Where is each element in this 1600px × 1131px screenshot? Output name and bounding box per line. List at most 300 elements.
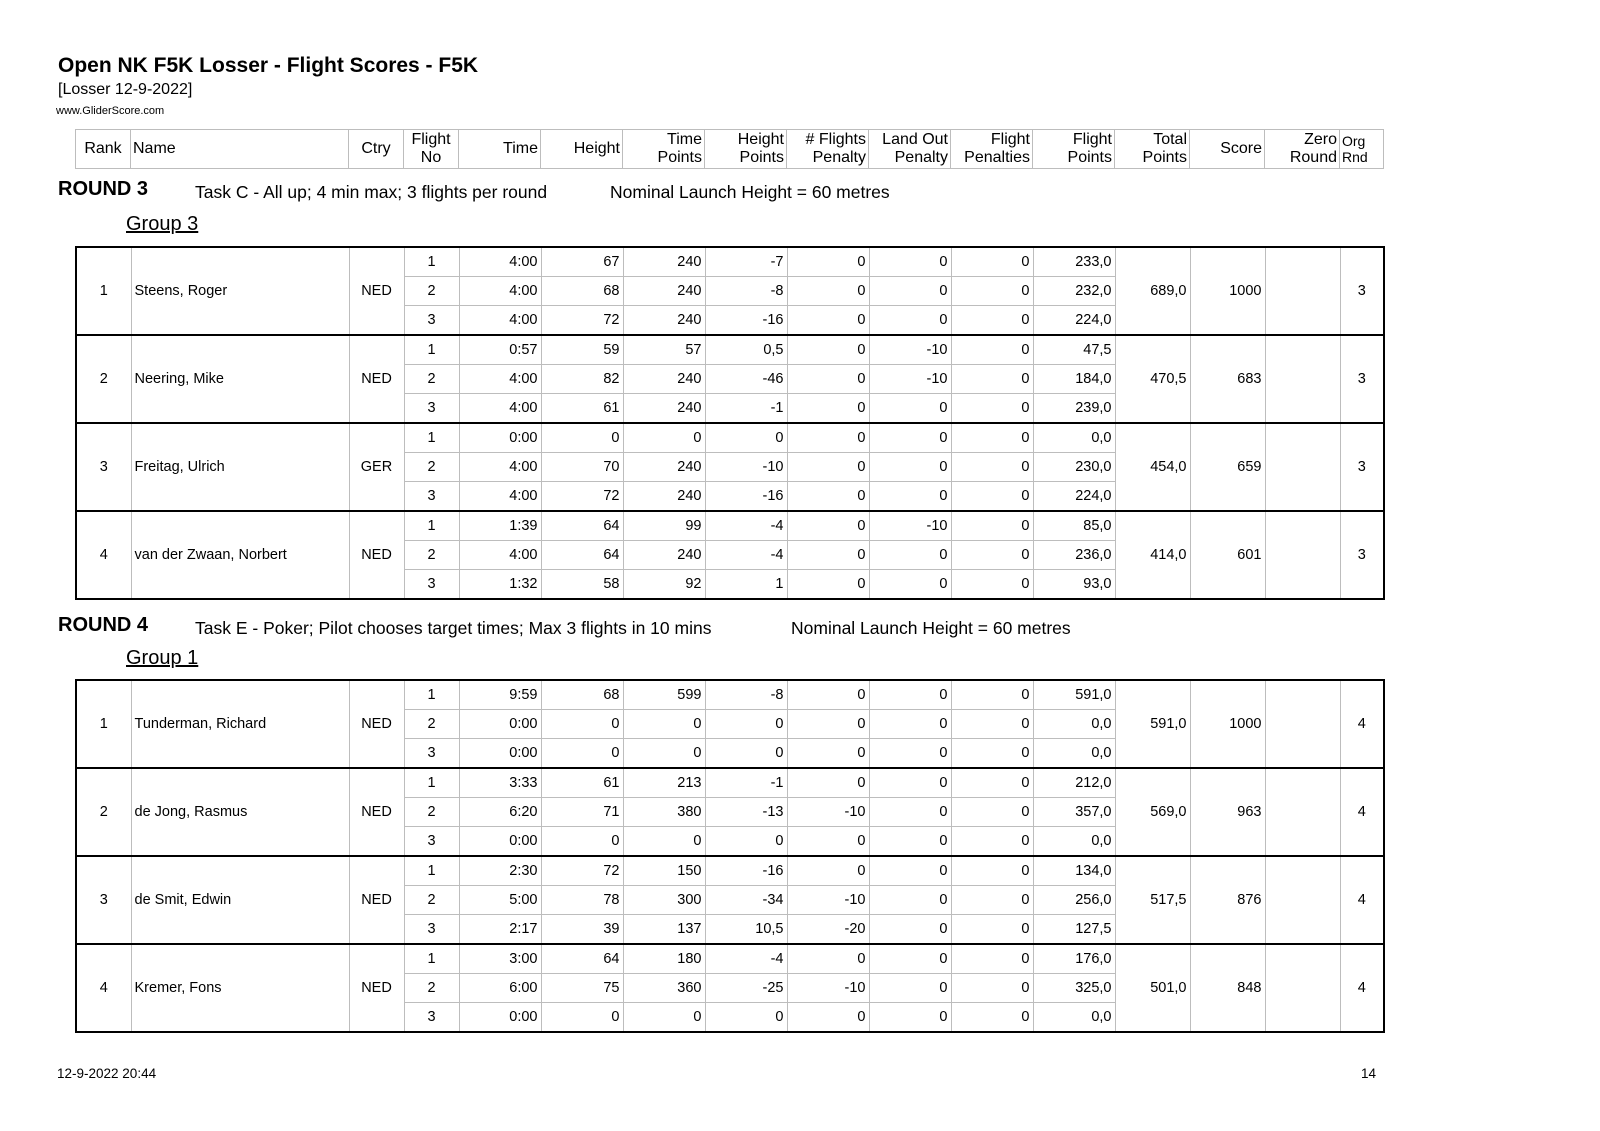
flight-height: 68 bbox=[541, 277, 623, 306]
total-points: 470,5 bbox=[1115, 335, 1190, 423]
land-out-penalty: 0 bbox=[869, 453, 951, 482]
flight-number: 3 bbox=[404, 306, 459, 336]
time-points: 213 bbox=[623, 768, 705, 798]
land-out-penalty: 0 bbox=[869, 570, 951, 600]
flight-number: 1 bbox=[404, 680, 459, 710]
round-task: Task C - All up; 4 min max; 3 flights per round bbox=[195, 182, 548, 202]
flight-height: 0 bbox=[541, 827, 623, 857]
header-score: Score bbox=[1190, 130, 1265, 169]
score: 601 bbox=[1190, 511, 1265, 599]
total-points: 689,0 bbox=[1115, 247, 1190, 335]
pilot-name: Neering, Mike bbox=[131, 335, 349, 423]
flight-penalties: 0 bbox=[951, 277, 1033, 306]
height-points: -25 bbox=[705, 974, 787, 1003]
column-header-table bbox=[75, 129, 1384, 169]
flight-number: 2 bbox=[404, 365, 459, 394]
flight-points: 325,0 bbox=[1033, 974, 1115, 1003]
flight-time: 1:39 bbox=[459, 511, 541, 541]
flight-time: 4:00 bbox=[459, 482, 541, 512]
header-rank: Rank bbox=[76, 130, 131, 169]
total-points: 501,0 bbox=[1115, 944, 1190, 1032]
flight-time: 5:00 bbox=[459, 886, 541, 915]
land-out-penalty: 0 bbox=[869, 541, 951, 570]
flight-penalties: 0 bbox=[951, 335, 1033, 365]
header-flights-penalty-line2: Penalty bbox=[812, 149, 866, 166]
flight-height: 59 bbox=[541, 335, 623, 365]
flights-penalty: -10 bbox=[787, 886, 869, 915]
flight-number: 2 bbox=[404, 974, 459, 1003]
org-round: 4 bbox=[1340, 856, 1384, 944]
total-points: 569,0 bbox=[1115, 768, 1190, 856]
time-points: 99 bbox=[623, 511, 705, 541]
flight-number: 2 bbox=[404, 710, 459, 739]
flight-time: 6:00 bbox=[459, 974, 541, 1003]
flight-height: 64 bbox=[541, 541, 623, 570]
flights-penalty: 0 bbox=[787, 511, 869, 541]
header-height-points-line2: Points bbox=[739, 149, 784, 166]
flight-points: 232,0 bbox=[1033, 277, 1115, 306]
height-points: -8 bbox=[705, 277, 787, 306]
flight-penalties: 0 bbox=[951, 541, 1033, 570]
height-points: -4 bbox=[705, 541, 787, 570]
zero-round bbox=[1265, 423, 1340, 511]
time-points: 180 bbox=[623, 944, 705, 974]
flight-time: 4:00 bbox=[459, 541, 541, 570]
flight-points: 47,5 bbox=[1033, 335, 1115, 365]
flight-points: 591,0 bbox=[1033, 680, 1115, 710]
flight-height: 64 bbox=[541, 944, 623, 974]
flight-points: 212,0 bbox=[1033, 768, 1115, 798]
header-land-out-line1: Land Out bbox=[882, 131, 948, 148]
flight-time: 2:17 bbox=[459, 915, 541, 945]
pilot-name: van der Zwaan, Norbert bbox=[131, 511, 349, 599]
table-row bbox=[76, 680, 1384, 710]
height-points: -1 bbox=[705, 768, 787, 798]
height-points: 0 bbox=[705, 1003, 787, 1033]
flight-number: 1 bbox=[404, 944, 459, 974]
flight-points: 224,0 bbox=[1033, 306, 1115, 336]
group-title: Group 3 bbox=[126, 213, 199, 235]
header-flight-points-line1: Flight bbox=[1072, 131, 1112, 148]
time-points: 0 bbox=[623, 423, 705, 453]
flight-points: 93,0 bbox=[1033, 570, 1115, 600]
flight-penalties: 0 bbox=[951, 739, 1033, 769]
land-out-penalty: 0 bbox=[869, 915, 951, 945]
footer-datetime: 12-9-2022 20:44 bbox=[57, 1066, 157, 1081]
time-points: 0 bbox=[623, 739, 705, 769]
header-flight-penalties bbox=[951, 130, 1033, 169]
flights-penalty: 0 bbox=[787, 739, 869, 769]
height-points: 0 bbox=[705, 827, 787, 857]
zero-round bbox=[1265, 768, 1340, 856]
flight-height: 70 bbox=[541, 453, 623, 482]
flights-penalty: 0 bbox=[787, 827, 869, 857]
header-flight-penalties-line1: Flight bbox=[990, 131, 1030, 148]
pilot-country: NED bbox=[349, 511, 404, 599]
land-out-penalty: 0 bbox=[869, 247, 951, 277]
zero-round bbox=[1265, 944, 1340, 1032]
height-points: -46 bbox=[705, 365, 787, 394]
flight-time: 0:00 bbox=[459, 423, 541, 453]
flight-number: 3 bbox=[404, 739, 459, 769]
zero-round bbox=[1265, 680, 1340, 768]
pilot-name: Freitag, Ulrich bbox=[131, 423, 349, 511]
score: 848 bbox=[1190, 944, 1265, 1032]
flight-time: 6:20 bbox=[459, 798, 541, 827]
pilot-rank: 1 bbox=[76, 680, 131, 768]
time-points: 240 bbox=[623, 453, 705, 482]
pilot-country: NED bbox=[349, 247, 404, 335]
pilot-country: NED bbox=[349, 768, 404, 856]
pilot-rank: 3 bbox=[76, 423, 131, 511]
header-flights-penalty-line1: # Flights bbox=[805, 131, 866, 148]
header-zero-round-line2: Round bbox=[1289, 149, 1337, 166]
flight-penalties: 0 bbox=[951, 915, 1033, 945]
flight-number: 3 bbox=[404, 1003, 459, 1033]
time-points: 240 bbox=[623, 541, 705, 570]
header-flight-penalties-line2: Penalties bbox=[964, 149, 1030, 166]
flight-height: 0 bbox=[541, 423, 623, 453]
height-points: -10 bbox=[705, 453, 787, 482]
land-out-penalty: 0 bbox=[869, 680, 951, 710]
flights-penalty: 0 bbox=[787, 710, 869, 739]
land-out-penalty: -10 bbox=[869, 365, 951, 394]
flight-points: 224,0 bbox=[1033, 482, 1115, 512]
time-points: 0 bbox=[623, 1003, 705, 1033]
flight-penalties: 0 bbox=[951, 247, 1033, 277]
table-row bbox=[76, 247, 1384, 277]
group-title: Group 1 bbox=[126, 647, 199, 669]
land-out-penalty: 0 bbox=[869, 482, 951, 512]
pilot-country: NED bbox=[349, 856, 404, 944]
height-points: -34 bbox=[705, 886, 787, 915]
flight-height: 0 bbox=[541, 710, 623, 739]
round-label: ROUND 4 bbox=[58, 614, 149, 636]
flight-time: 4:00 bbox=[459, 247, 541, 277]
table-row bbox=[76, 944, 1384, 974]
flight-penalties: 0 bbox=[951, 974, 1033, 1003]
flight-points: 357,0 bbox=[1033, 798, 1115, 827]
flights-penalty: 0 bbox=[787, 856, 869, 886]
flights-penalty: 0 bbox=[787, 570, 869, 600]
flight-number: 3 bbox=[404, 915, 459, 945]
score: 1000 bbox=[1190, 247, 1265, 335]
height-points: -8 bbox=[705, 680, 787, 710]
pilot-name: de Smit, Edwin bbox=[131, 856, 349, 944]
round-launch-height: Nominal Launch Height = 60 metres bbox=[791, 618, 1071, 638]
land-out-penalty: 0 bbox=[869, 768, 951, 798]
flight-height: 67 bbox=[541, 247, 623, 277]
height-points: -16 bbox=[705, 482, 787, 512]
table-row bbox=[76, 423, 1384, 453]
time-points: 240 bbox=[623, 365, 705, 394]
pilot-rank: 3 bbox=[76, 856, 131, 944]
header-land-out-penalty bbox=[869, 130, 951, 169]
header-zero-round-line1: Zero bbox=[1304, 131, 1337, 148]
flight-number: 1 bbox=[404, 511, 459, 541]
flight-time: 0:57 bbox=[459, 335, 541, 365]
flight-height: 0 bbox=[541, 739, 623, 769]
table-row bbox=[76, 511, 1384, 541]
flight-penalties: 0 bbox=[951, 453, 1033, 482]
header-name: Name bbox=[131, 130, 349, 169]
flight-time: 4:00 bbox=[459, 306, 541, 336]
flight-number: 2 bbox=[404, 541, 459, 570]
header-total-points bbox=[1115, 130, 1190, 169]
land-out-penalty: 0 bbox=[869, 856, 951, 886]
header-height-points-line1: Height bbox=[737, 131, 784, 148]
flight-penalties: 0 bbox=[951, 423, 1033, 453]
header-height-points bbox=[705, 130, 787, 169]
height-points: -16 bbox=[705, 306, 787, 336]
flight-number: 2 bbox=[404, 886, 459, 915]
land-out-penalty: 0 bbox=[869, 974, 951, 1003]
time-points: 300 bbox=[623, 886, 705, 915]
height-points: -4 bbox=[705, 511, 787, 541]
time-points: 57 bbox=[623, 335, 705, 365]
flights-penalty: 0 bbox=[787, 306, 869, 336]
flight-number: 2 bbox=[404, 277, 459, 306]
round-launch-height: Nominal Launch Height = 60 metres bbox=[610, 182, 890, 202]
flight-time: 0:00 bbox=[459, 1003, 541, 1033]
flight-number: 1 bbox=[404, 247, 459, 277]
flights-penalty: 0 bbox=[787, 423, 869, 453]
flight-height: 82 bbox=[541, 365, 623, 394]
flight-penalties: 0 bbox=[951, 482, 1033, 512]
total-points: 414,0 bbox=[1115, 511, 1190, 599]
flight-height: 39 bbox=[541, 915, 623, 945]
time-points: 599 bbox=[623, 680, 705, 710]
flights-penalty: 0 bbox=[787, 277, 869, 306]
header-flight-points bbox=[1033, 130, 1115, 169]
flight-points: 236,0 bbox=[1033, 541, 1115, 570]
flight-points: 230,0 bbox=[1033, 453, 1115, 482]
flight-points: 85,0 bbox=[1033, 511, 1115, 541]
org-round: 3 bbox=[1340, 335, 1384, 423]
flight-points: 184,0 bbox=[1033, 365, 1115, 394]
flight-points: 176,0 bbox=[1033, 944, 1115, 974]
org-round: 4 bbox=[1340, 944, 1384, 1032]
round-label: ROUND 3 bbox=[58, 178, 149, 200]
flights-penalty: 0 bbox=[787, 541, 869, 570]
round-4-results-table bbox=[75, 679, 1385, 1033]
flight-height: 72 bbox=[541, 856, 623, 886]
height-points: 0,5 bbox=[705, 335, 787, 365]
land-out-penalty: -10 bbox=[869, 335, 951, 365]
flights-penalty: 0 bbox=[787, 365, 869, 394]
flight-time: 4:00 bbox=[459, 365, 541, 394]
flight-penalties: 0 bbox=[951, 798, 1033, 827]
header-time-points-line2: Points bbox=[657, 149, 702, 166]
org-round: 3 bbox=[1340, 511, 1384, 599]
land-out-penalty: 0 bbox=[869, 423, 951, 453]
flight-height: 71 bbox=[541, 798, 623, 827]
page-subtitle: [Losser 12-9-2022] bbox=[58, 81, 193, 98]
header-time: Time bbox=[459, 130, 541, 169]
flight-time: 0:00 bbox=[459, 827, 541, 857]
flight-points: 0,0 bbox=[1033, 1003, 1115, 1033]
flight-height: 72 bbox=[541, 306, 623, 336]
page-title: Open NK F5K Losser - Flight Scores - F5K bbox=[58, 54, 479, 77]
header-org-rnd-line2: Rnd bbox=[1342, 149, 1368, 165]
header-flight-points-line2: Points bbox=[1067, 149, 1112, 166]
flight-points: 134,0 bbox=[1033, 856, 1115, 886]
pilot-country: NED bbox=[349, 944, 404, 1032]
pilot-name: Tunderman, Richard bbox=[131, 680, 349, 768]
height-points: 1 bbox=[705, 570, 787, 600]
flights-penalty: 0 bbox=[787, 680, 869, 710]
flights-penalty: 0 bbox=[787, 1003, 869, 1033]
pilot-country: NED bbox=[349, 335, 404, 423]
table-row bbox=[76, 856, 1384, 886]
flight-penalties: 0 bbox=[951, 856, 1033, 886]
flights-penalty: -10 bbox=[787, 798, 869, 827]
flights-penalty: 0 bbox=[787, 482, 869, 512]
flight-height: 61 bbox=[541, 394, 623, 424]
header-flight-no-line2: No bbox=[420, 149, 442, 166]
flights-penalty: 0 bbox=[787, 394, 869, 424]
flight-penalties: 0 bbox=[951, 511, 1033, 541]
header-time-points-line1: Time bbox=[667, 131, 702, 148]
land-out-penalty: 0 bbox=[869, 798, 951, 827]
time-points: 240 bbox=[623, 247, 705, 277]
pilot-name: Kremer, Fons bbox=[131, 944, 349, 1032]
land-out-penalty: 0 bbox=[869, 1003, 951, 1033]
height-points: 0 bbox=[705, 739, 787, 769]
header-land-out-line2: Penalty bbox=[894, 149, 948, 166]
height-points: -16 bbox=[705, 856, 787, 886]
flight-number: 1 bbox=[404, 423, 459, 453]
score: 1000 bbox=[1190, 680, 1265, 768]
round-task: Task E - Poker; Pilot chooses target times; Max 3 flights in 10 mins bbox=[195, 618, 712, 638]
table-row bbox=[76, 768, 1384, 798]
pilot-rank: 1 bbox=[76, 247, 131, 335]
flight-time: 4:00 bbox=[459, 453, 541, 482]
land-out-penalty: 0 bbox=[869, 710, 951, 739]
score: 876 bbox=[1190, 856, 1265, 944]
flight-number: 2 bbox=[404, 453, 459, 482]
table-row bbox=[76, 335, 1384, 365]
flight-time: 4:00 bbox=[459, 394, 541, 424]
flight-height: 78 bbox=[541, 886, 623, 915]
zero-round bbox=[1265, 247, 1340, 335]
land-out-penalty: 0 bbox=[869, 394, 951, 424]
flight-time: 0:00 bbox=[459, 739, 541, 769]
flight-height: 72 bbox=[541, 482, 623, 512]
page-number: 14 bbox=[1361, 1066, 1377, 1081]
flight-height: 68 bbox=[541, 680, 623, 710]
flight-time: 0:00 bbox=[459, 710, 541, 739]
total-points: 591,0 bbox=[1115, 680, 1190, 768]
flight-penalties: 0 bbox=[951, 570, 1033, 600]
time-points: 137 bbox=[623, 915, 705, 945]
zero-round bbox=[1265, 511, 1340, 599]
flight-number: 3 bbox=[404, 394, 459, 424]
flight-penalties: 0 bbox=[951, 306, 1033, 336]
header-org-rnd-line1: Org bbox=[1342, 133, 1366, 149]
flight-height: 64 bbox=[541, 511, 623, 541]
pilot-rank: 4 bbox=[76, 511, 131, 599]
time-points: 240 bbox=[623, 277, 705, 306]
land-out-penalty: -10 bbox=[869, 511, 951, 541]
total-points: 517,5 bbox=[1115, 856, 1190, 944]
land-out-penalty: 0 bbox=[869, 886, 951, 915]
zero-round bbox=[1265, 335, 1340, 423]
flight-time: 2:30 bbox=[459, 856, 541, 886]
pilot-name: Steens, Roger bbox=[131, 247, 349, 335]
flights-penalty: 0 bbox=[787, 768, 869, 798]
header-time-points bbox=[623, 130, 705, 169]
header-height: Height bbox=[541, 130, 623, 169]
flights-penalty: -10 bbox=[787, 974, 869, 1003]
height-points: 10,5 bbox=[705, 915, 787, 945]
flights-penalty: 0 bbox=[787, 944, 869, 974]
land-out-penalty: 0 bbox=[869, 277, 951, 306]
flight-points: 0,0 bbox=[1033, 827, 1115, 857]
org-round: 3 bbox=[1340, 423, 1384, 511]
flights-penalty: 0 bbox=[787, 247, 869, 277]
flight-time: 3:00 bbox=[459, 944, 541, 974]
flight-points: 239,0 bbox=[1033, 394, 1115, 424]
round-3-results-table bbox=[75, 246, 1385, 600]
flight-height: 75 bbox=[541, 974, 623, 1003]
flight-points: 0,0 bbox=[1033, 423, 1115, 453]
time-points: 92 bbox=[623, 570, 705, 600]
time-points: 240 bbox=[623, 306, 705, 336]
land-out-penalty: 0 bbox=[869, 306, 951, 336]
website-link[interactable]: www.GliderScore.com bbox=[56, 105, 165, 117]
pilot-country: NED bbox=[349, 680, 404, 768]
score: 683 bbox=[1190, 335, 1265, 423]
height-points: 0 bbox=[705, 710, 787, 739]
flight-penalties: 0 bbox=[951, 944, 1033, 974]
time-points: 240 bbox=[623, 482, 705, 512]
flight-number: 3 bbox=[404, 570, 459, 600]
flight-time: 9:59 bbox=[459, 680, 541, 710]
org-round: 4 bbox=[1340, 680, 1384, 768]
flight-penalties: 0 bbox=[951, 768, 1033, 798]
flight-penalties: 0 bbox=[951, 1003, 1033, 1033]
header-zero-round bbox=[1265, 130, 1340, 169]
score: 963 bbox=[1190, 768, 1265, 856]
flight-time: 3:33 bbox=[459, 768, 541, 798]
flights-penalty: -20 bbox=[787, 915, 869, 945]
flights-penalty: 0 bbox=[787, 335, 869, 365]
time-points: 380 bbox=[623, 798, 705, 827]
time-points: 240 bbox=[623, 394, 705, 424]
land-out-penalty: 0 bbox=[869, 739, 951, 769]
flight-points: 256,0 bbox=[1033, 886, 1115, 915]
header-ctry: Ctry bbox=[349, 130, 404, 169]
header-org-rnd bbox=[1340, 130, 1384, 169]
flight-time: 1:32 bbox=[459, 570, 541, 600]
flight-height: 58 bbox=[541, 570, 623, 600]
flight-height: 61 bbox=[541, 768, 623, 798]
height-points: -1 bbox=[705, 394, 787, 424]
flight-penalties: 0 bbox=[951, 680, 1033, 710]
header-flight-no-line1: Flight bbox=[411, 131, 451, 148]
org-round: 3 bbox=[1340, 247, 1384, 335]
score: 659 bbox=[1190, 423, 1265, 511]
time-points: 150 bbox=[623, 856, 705, 886]
pilot-rank: 2 bbox=[76, 768, 131, 856]
pilot-rank: 2 bbox=[76, 335, 131, 423]
flight-height: 0 bbox=[541, 1003, 623, 1033]
height-points: -4 bbox=[705, 944, 787, 974]
flight-number: 3 bbox=[404, 827, 459, 857]
land-out-penalty: 0 bbox=[869, 827, 951, 857]
time-points: 0 bbox=[623, 827, 705, 857]
